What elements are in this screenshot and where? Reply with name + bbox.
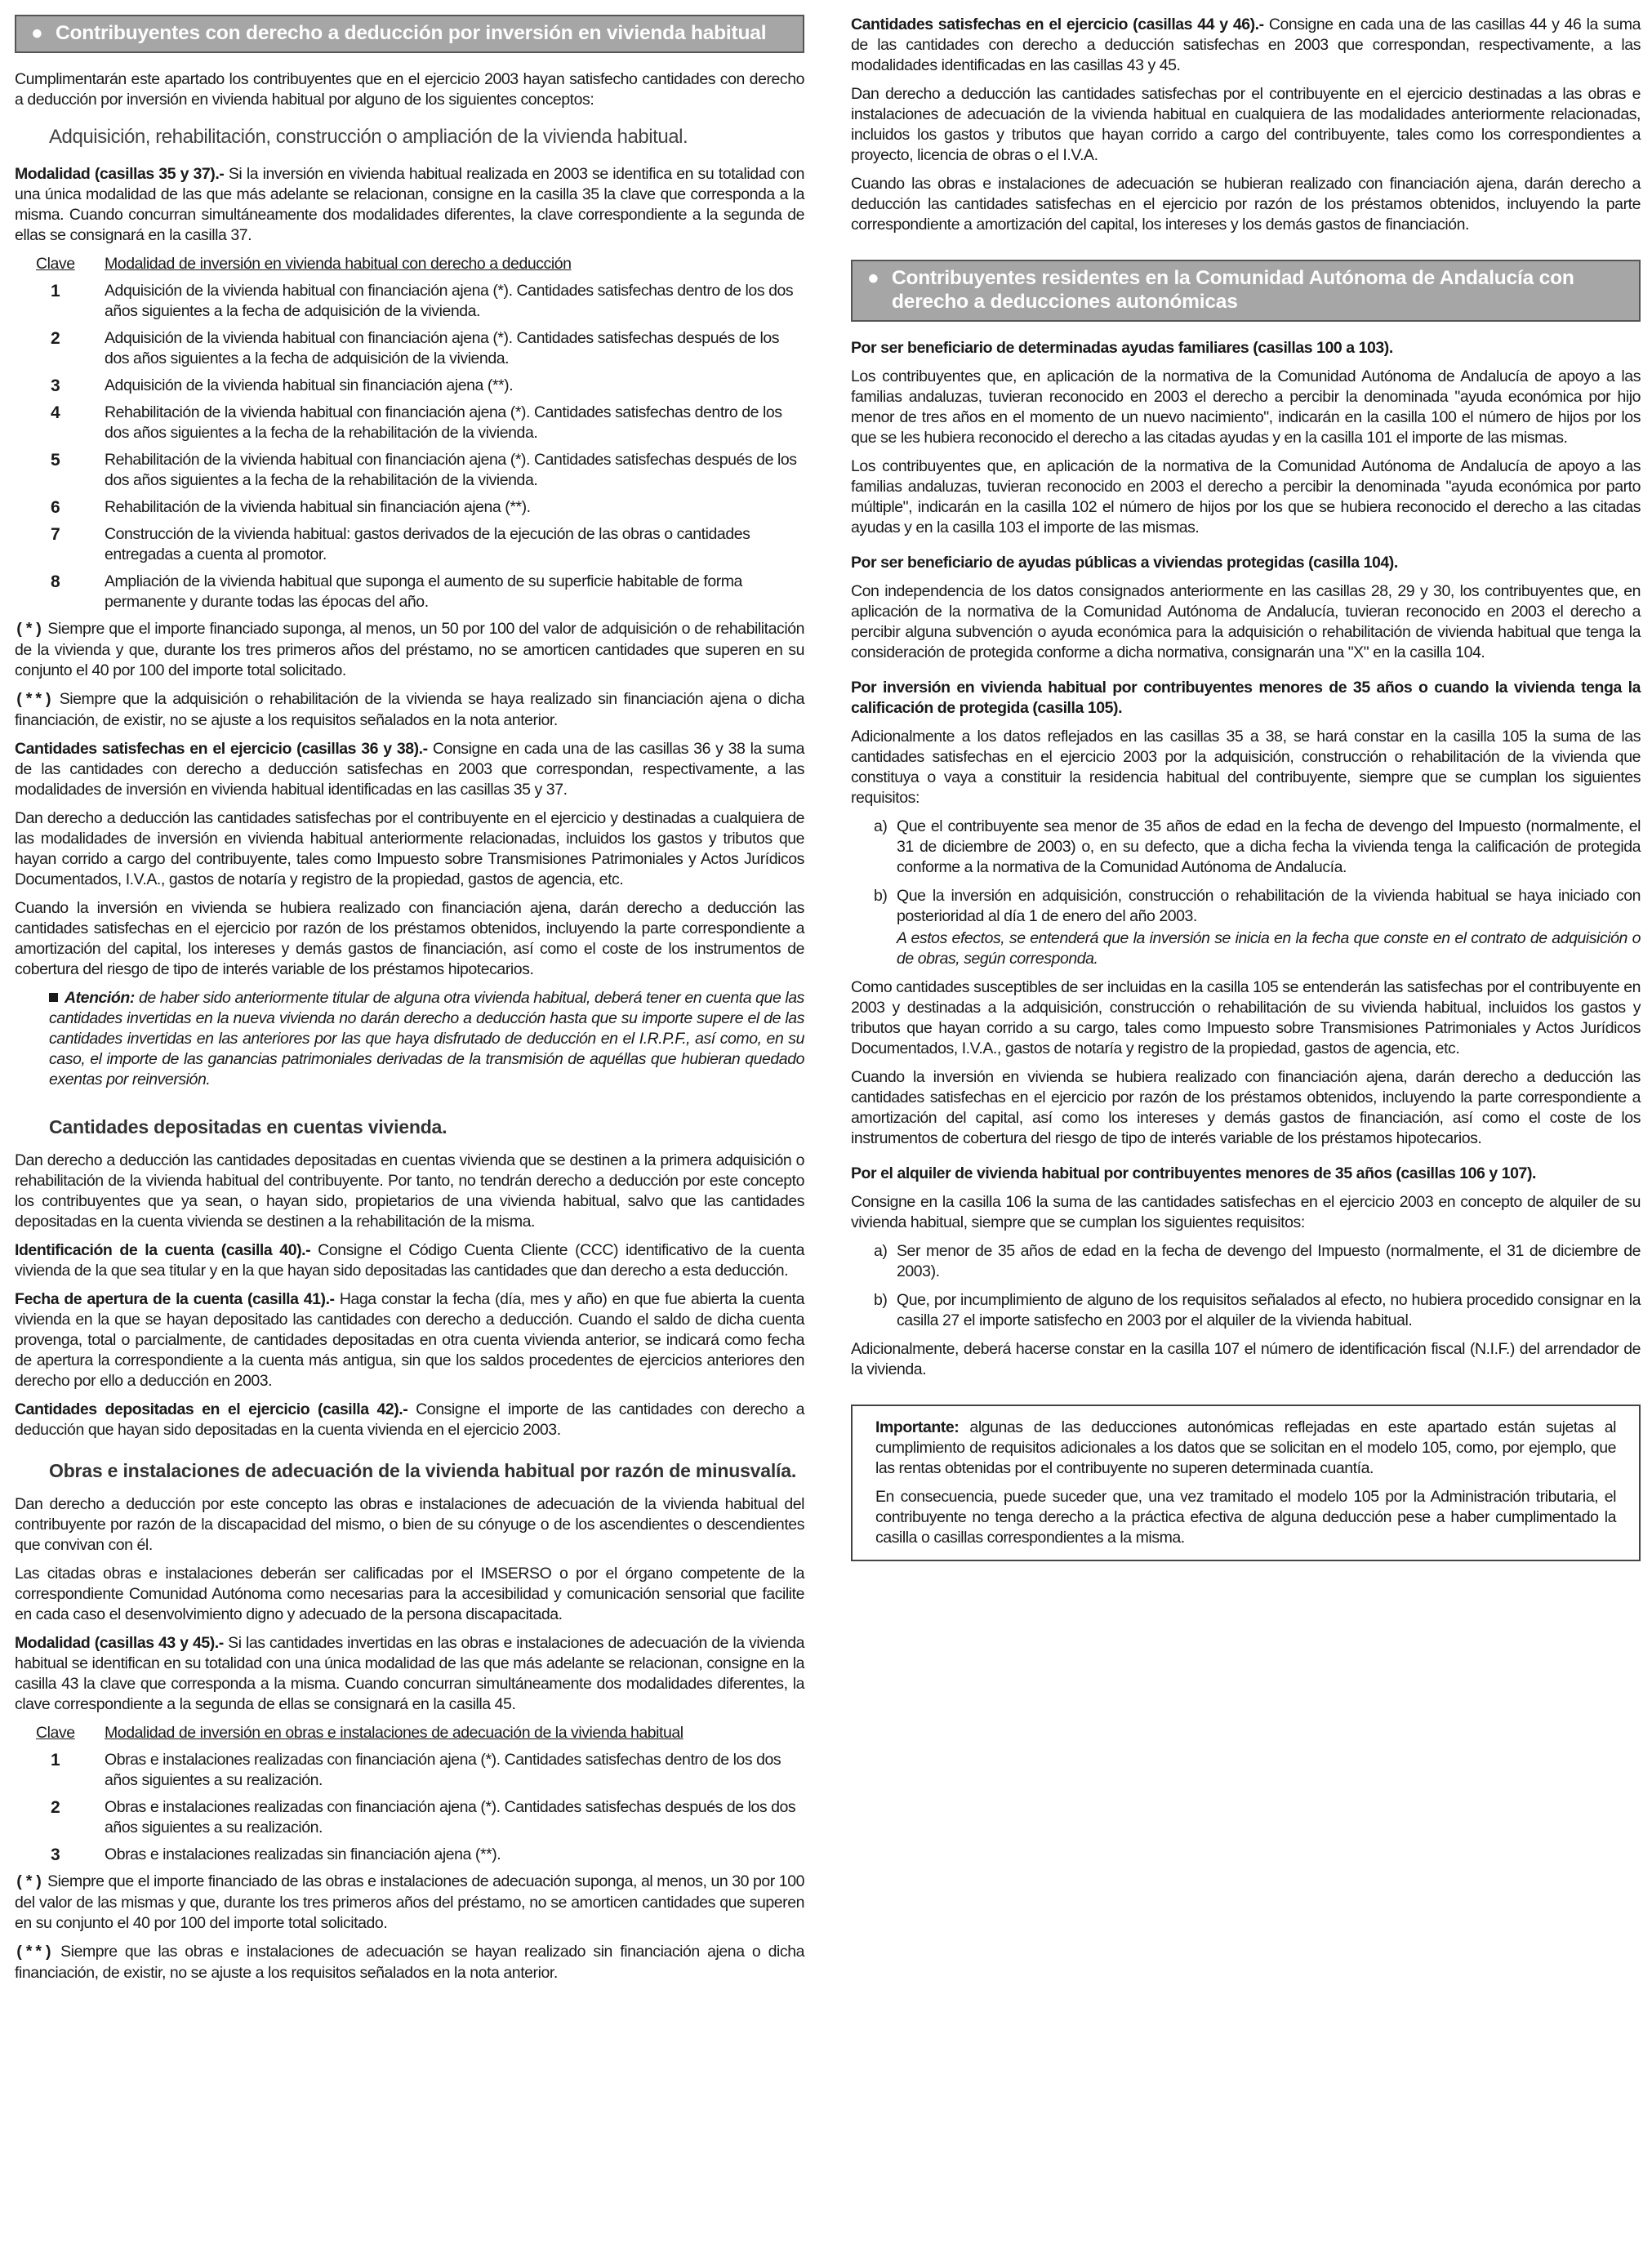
clave-number: 4 — [51, 403, 60, 422]
clave-number: 3 — [51, 1845, 60, 1864]
clave-number: 6 — [51, 498, 60, 517]
clave-table-vivienda — [15, 281, 804, 612]
cantidades-paragraph: Cantidades satisfechas en el ejercicio (casillas 36 y 38).- Consigne en cada una de las casillas 36 y 38 la suma de las cantidades con derecho a deducción satisfechas en 2003 que correspondan, respectivamente, a las modalidades de inversión en vivienda habitual identificadas en las casillas 35 y 37. — [15, 740, 804, 799]
clave-description: Obras e instalaciones realizadas sin financiación ajena (**). — [105, 1845, 501, 1863]
alquiler-paragraph: Consigne en la casilla 106 la suma de las cantidades satisfechas en el ejercicio 2003 en concepto de alquiler de su vivienda habitual, siempre que se cumplan los siguientes requisitos: — [851, 1193, 1641, 1231]
clave-description: Obras e instalaciones realizadas con financiación ajena (*). Cantidades satisfechas dentro de los dos años siguientes a su realización. — [105, 1751, 781, 1789]
modalidad-text: Si la inversión en vivienda habitual realizada en 2003 se identifica en su totalidad con una única modalidad de las que más adelante se relacionan, consigne en la casilla 35 la clave que corresponda a la misma. Cuando concurran simultáneamente dos modalidades diferentes, la clave correspondiente a la segunda de ellas se consignará en la casilla 37. — [15, 165, 804, 244]
clave-description: Adquisición de la vivienda habitual con financiación ajena (*). Cantidades satisfechas dentro de los dos años siguientes a la fecha de adquisición de la vivienda. — [105, 282, 794, 320]
section-banner-vivienda — [15, 15, 804, 53]
clave-column-header: Clave — [36, 1724, 75, 1742]
clave-row — [36, 1845, 804, 1865]
section-banner-title: Contribuyentes con derecho a deducción por inversión en vivienda habitual — [56, 22, 767, 44]
clave-number: 3 — [51, 376, 60, 395]
protegidas-paragraph: Con independencia de los datos consignados anteriormente en las casillas 28, 29 y 30, los contribuyentes que, en aplicación de la normativa de la Comunidad Autónoma de Andalucía, tuvieran reconocido en 2003 el derecho a percibir alguna subvención o ayuda económica para la adquisición o rehabilitación de vivienda habitual que tenga la consideración de protegida conforme a dicha normativa, consignarán una "X" en la casilla 104. — [851, 582, 1641, 661]
alquiler-requisito-b: b) Que, por incumplimiento de alguno de los requisitos señalados al efecto, no hubiera procedido consignar en la casilla 27 el importe satisfecho en 2003 por el alquiler de la vivienda habitual. — [874, 1291, 1641, 1329]
ayudas-paragraph-1: Los contribuyentes que, en aplicación de la normativa de la Comunidad Autónoma de Andalucía de apoyo a las familias andaluzas, tuvieran reconocido en 2003 el derecho a percibir la denominada "ayuda económica por hijo menor de tres años en el momento de un nuevo nacimiento", indicarán en la casilla 100 el número de hijos por los que se les hubiera reconocido el derecho a las citadas ayudas y en la casilla 101 el importe de las mismas. — [851, 367, 1641, 447]
square-bullet-icon — [49, 993, 58, 1002]
clave-table-obras-header — [36, 1723, 804, 1743]
financiacion-paragraph: Cuando la inversión en vivienda se hubiera realizado con financiación ajena, darán derecho a deducción las cantidades satisfechas en el ejercicio por razón de los préstamos obtenidos, incluyendo la parte correspondiente a amortización del capital, los intereses y demás gastos de financiación, así como el coste de los instrumentos de cobertura del riesgo de tipo de interés variable de los préstamos hipotecarios. — [15, 899, 804, 978]
section-banner-title: Contribuyentes residentes en la Comunidad Autónoma de Andalucía con derecho a deducciones autonómicas — [892, 267, 1574, 313]
clave-description: Adquisición de la vivienda habitual con financiación ajena (*). Cantidades satisfechas después de los dos años siguientes a la fecha de adquisición de la vivienda. — [105, 329, 780, 367]
clave-description: Rehabilitación de la vivienda habitual con financiación ajena (*). Cantidades satisfechas dentro de los dos años siguientes a la fecha de la rehabilitación de la vivienda. — [105, 403, 782, 442]
clave-row — [36, 572, 804, 612]
dan-derecho-paragraph: Dan derecho a deducción las cantidades satisfechas por el contribuyente en el ejercicio y destinadas a cualquiera de las modalidades de inversión en vivienda habitual anteriormente relacionadas, incluidos los gastos y tributos que hayan corrido a cargo del contribuyente, tales como Impuesto sobre Transmisiones Patrimoniales y Actos Jurídicos Documentados, I.V.A., gastos de notaría y registro de la propiedad, gastos de agencia, etc. — [15, 809, 804, 888]
modalidad-paragraph — [15, 164, 804, 246]
cantidades-depositadas-paragraph: Cantidades depositadas en el ejercicio (casilla 42).- Consigne el importe de las cantidades con derecho a deducción que hayan sido depositadas en la cuenta vivienda en el ejercicio 2003. — [15, 1400, 804, 1439]
section-banner-andalucia — [851, 260, 1641, 322]
heading-alquiler: Por el alquiler de vivienda habitual por contribuyentes menores de 35 años (casillas 106 y 107). — [851, 1164, 1536, 1182]
clave-number: 2 — [51, 329, 60, 348]
importante-paragraph: Importante: algunas de las deducciones autonómicas reflejadas en este apartado están sujetas al cumplimiento de requisitos adicionales a los datos que se solicitan en el modelo 105, como, por ejemplo, que las rentas obtenidas por el contribuyente no superen determinada cuantía. — [875, 1418, 1616, 1477]
heading-viviendas-protegidas: Por ser beneficiario de ayudas públicas a viviendas protegidas (casilla 104). — [851, 554, 1398, 572]
cantidades-obras-paragraph: Cantidades satisfechas en el ejercicio (casillas 44 y 46).- Consigne en cada una de las casillas 44 y 46 la suma de las cantidades con derecho a deducción satisfechas en 2003 que correspondan, respectivamente, a las modalidades identificadas en las casillas 43 y 45. — [851, 16, 1641, 74]
obras-paragraph-1: Dan derecho a deducción por este concepto las obras e instalaciones de adecuación de la vivienda habitual del contribuyente por razón de la discapacidad del mismo, o bien de su cónyuge o de los ascendientes o descendientes que convivan con él. — [15, 1495, 804, 1554]
obras-financiacion-paragraph: Cuando las obras e instalaciones de adecuación se hubieran realizado con financiación ajena, darán derecho a deducción las cantidades satisfechas en el ejercicio por razón de los préstamos obtenidos, incluyendo la parte correspondiente a amortización del capital, los intereses y los demás gastos de financiación. — [851, 175, 1641, 234]
clave-number: 1 — [51, 282, 60, 301]
clave-description: Construcción de la vivienda habitual: gastos derivados de la ejecución de las obras o cantidades entregadas a cuenta al promotor. — [105, 525, 750, 563]
clave-table-header — [36, 254, 804, 274]
requisito-a: a) Que el contribuyente sea menor de 35 años de edad en la fecha de devengo del Impuesto (normalmente, el 31 de diciembre de 2003) o, en su defecto, que a dicha fecha la vivienda tenga la calificación de protegida conforme a la normativa de la Comunidad Autónoma de Andalucía. — [874, 817, 1641, 876]
clave-number: 7 — [51, 525, 60, 544]
bullet-icon: ● — [867, 267, 879, 289]
arrendador-paragraph: Adicionalmente, deberá hacerse constar en la casilla 107 el número de identificación fiscal (N.I.F.) del arrendador de la vivienda. — [851, 1340, 1641, 1378]
casilla-105-paragraph: Como cantidades susceptibles de ser incluidas en la casilla 105 se entenderán las satisfechas por el contribuyente en 2003 y destinadas a la adquisición, construcción o rehabilitación de su vivienda habitual, incluidos los gastos y tributos que hayan corrido a su cargo, tales como Impuesto sobre Transmisiones Patrimoniales y Actos Jurídicos Documentados, I.V.A., gastos de notaría y registro de la propiedad, gastos de agencia, etc. — [851, 978, 1641, 1057]
requisito-b: b) Que la inversión en adquisición, construcción o rehabilitación de la vivienda habitual se haya iniciado con posterioridad al día 1 de enero del año 2003. A estos efectos, se entenderá que la inversión se inicia en la fecha que conste en el contrato de adquisición o de obras, según corresponda. — [874, 887, 1641, 968]
footnote-double-asterisk: (**) Siempre que la adquisición o rehabilitación de la vivienda se haya realizado sin financiación ajena o dicha financiación, de existir, no se ajuste a los requisitos señalados en la nota anterior. — [15, 690, 804, 729]
clave-description: Obras e instalaciones realizadas con financiación ajena (*). Cantidades satisfechas después de los dos años siguientes a su realización. — [105, 1798, 796, 1836]
clave-row — [36, 524, 804, 565]
clave-description: Rehabilitación de la vivienda habitual sin financiación ajena (**). — [105, 498, 531, 516]
subheading-obras-minusvalia: Obras e instalaciones de adecuación de la vivienda habitual por razón de minusvalía. — [49, 1460, 797, 1481]
importante-box — [851, 1405, 1641, 1561]
clave-row — [36, 281, 804, 322]
clave-row — [36, 376, 804, 396]
clave-row — [36, 450, 804, 491]
requisito-b-note: A estos efectos, se entenderá que la inversión se inicia en la fecha que conste en el contrato de adquisición o de obras, según corresponda. — [897, 929, 1641, 968]
modalidad-obras-paragraph: Modalidad (casillas 43 y 45).- Si las cantidades invertidas en las obras e instalaciones de adecuación de la vivienda habitual se identifican en su totalidad con una única modalidad de las que más adelante se relacionan, consigne en la casilla 43 la clave que corresponda a la misma. Cuando concurran simultáneamente dos modalidades diferentes, la clave correspondiente a la segunda de ellas se consignará en la casilla 45. — [15, 1634, 804, 1713]
fecha-apertura-paragraph: Fecha de apertura de la cuenta (casilla 41).- Haga constar la fecha (día, mes y año) en que fue abierta la cuenta vivienda en la que se hayan depositado las cantidades con derecho a deducción. Cuando el saldo de dicha cuenta provenga, total o parcialmente, de cantidades depositadas en otra cuenta vivienda anterior, se indicará como fecha de apertura la correspondiente a la cuenta más antigua, sin que los saldos procedentes de ejercicios anteriores den derecho por ello a deducción en 2003. — [15, 1290, 804, 1390]
clave-description: Adquisición de la vivienda habitual sin financiación ajena (**). — [105, 376, 514, 394]
consecuencia-paragraph: En consecuencia, puede suceder que, una vez tramitado el modelo 105 por la Administración tributaria, el contribuyente no tenga derecho a la práctica efectiva de alguna deducción pese a haber cumplimentado la casilla o casillas correspondientes a la misma. — [875, 1488, 1616, 1547]
clave-number: 2 — [51, 1798, 60, 1817]
subheading-cuentas-vivienda: Cantidades depositadas en cuentas vivienda. — [49, 1116, 448, 1137]
clave-description: Rehabilitación de la vivienda habitual con financiación ajena (*). Cantidades satisfechas después de los dos años siguientes a la fecha de la rehabilitación de la vivienda. — [105, 451, 797, 489]
clave-row — [36, 403, 804, 443]
clave-row — [36, 1750, 804, 1791]
clave-table-obras — [15, 1750, 804, 1865]
clave-number: 1 — [51, 1751, 60, 1770]
clave-description: Ampliación de la vivienda habitual que suponga el aumento de su superficie habitable de forma permanente y durante todas las épocas del año. — [105, 572, 742, 611]
clave-row — [36, 1797, 804, 1838]
right-column — [851, 15, 1641, 1561]
bullet-icon: ● — [31, 22, 43, 44]
clave-number: 5 — [51, 451, 60, 470]
subheading-adquisicion: Adquisición, rehabilitación, construcción o ampliación de la vivienda habitual. — [49, 126, 688, 148]
intro-paragraph: Cumplimentarán este apartado los contribuyentes que en el ejercicio 2003 hayan satisfecho cantidades con derecho a deducción por inversión en vivienda habitual por alguno de los siguientes conceptos: — [15, 70, 804, 109]
obras-paragraph-2: Las citadas obras e instalaciones deberán ser calificadas por el IMSERSO o por el órgano competente de la correspondiente Comunidad Autónoma como necesarias para la accesibilidad y comunicación sensorial que facilite en cada caso el desenvolvimiento digno y adecuado de la persona discapacitada. — [15, 1565, 804, 1623]
footnote-obras-single-asterisk: (*) Siempre que el importe financiado de las obras e instalaciones de adecuación suponga, al menos, un 30 por 100 del valor de las mismas y que, durante los tres primeros años del préstamo, no se amorticen cantidades que superen en su conjunto el 40 por 100 del importe total solicitado. — [15, 1872, 804, 1932]
heading-ayudas-familiares: Por ser beneficiario de determinadas ayudas familiares (casillas 100 a 103). — [851, 339, 1393, 357]
alquiler-requisito-a: a) Ser menor de 35 años de edad en la fecha de devengo del Impuesto (normalmente, el 31 de diciembre de 2003). — [874, 1242, 1641, 1280]
financiacion-105-paragraph: Cuando la inversión en vivienda se hubiera realizado con financiación ajena, darán derecho a deducción las cantidades satisfechas en el ejercicio por razón de los préstamos obtenidos, incluyendo la parte correspondiente a amortización del capital, así como los intereses y demás gastos de financiación, así como el coste de los instrumentos de cobertura del riesgo de tipo de interés variable de los préstamos hipotecarios. — [851, 1068, 1641, 1147]
clave-row — [36, 497, 804, 518]
menores-paragraph: Adicionalmente a los datos reflejados en las casillas 35 a 38, se hará constar en la casilla 105 la suma de las cantidades satisfechas en el ejercicio 2003 por la adquisición, construcción o rehabilitación de la vivienda que constituya o vaya a constituir la residencia habitual del contribuyente, siempre que se cumplan los siguientes requisitos: — [851, 728, 1641, 807]
clave-row — [36, 328, 804, 369]
footnote-obras-double-asterisk: (**) Siempre que las obras e instalaciones de adecuación se hayan realizado sin financiación ajena o dicha financiación, de existir, no se ajuste a los requisitos señalados en la nota anterior. — [15, 1943, 804, 1982]
modalidad-lead: Modalidad (casillas 35 y 37).- — [15, 165, 225, 183]
left-column — [15, 15, 804, 1992]
heading-menores-35: Por inversión en vivienda habitual por contribuyentes menores de 35 años o cuando la vivienda tenga la calificación de protegida (casilla 105). — [851, 679, 1641, 717]
clave-column-header: Clave — [36, 255, 75, 273]
cuentas-paragraph: Dan derecho a deducción las cantidades depositadas en cuentas vivienda que se destinen a la primera adquisición o rehabilitación de la vivienda habitual del contribuyente. Por tanto, no tendrán derecho a deducción por este concepto los contribuyentes que ya sean, o hayan sido, propietarios de una vivienda habitual, salvo que las cantidades depositadas en la cuenta vivienda se destinen a la rehabilitación de la misma. — [15, 1151, 804, 1231]
clave-number: 8 — [51, 572, 60, 591]
modalidad-obras-column-header: Modalidad de inversión en obras e instalaciones de adecuación de la vivienda habitual — [105, 1724, 684, 1742]
atencion-note: Atención: de haber sido anteriormente titular de alguna otra vivienda habitual, deberá tener en cuenta que las cantidades invertidas en la nueva vivienda no darán derecho a deducción hasta que su importe supere el de las cantidades invertidas en las anteriores por las que haya disfrutado de deducción en el I.R.P.F., así como, en su caso, el importe de las ganancias patrimoniales derivadas de la transmisión de aquéllas que hubieran quedado exentas por reinversión. — [49, 989, 804, 1088]
ayudas-paragraph-2: Los contribuyentes que, en aplicación de la normativa de la Comunidad Autónoma de Andalucía de apoyo a las familias andaluzas, tuvieran reconocido en 2003 el derecho a percibir la denominada "ayuda económica por parto múltiple", indicarán en la casilla 102 el número de hijos por los que se hubiera reconocido el derecho a las citadas ayudas y en la casilla 103 el importe de las mismas. — [851, 457, 1641, 536]
modalidad-column-header: Modalidad de inversión en vivienda habitual con derecho a deducción — [105, 255, 572, 273]
identificacion-paragraph: Identificación de la cuenta (casilla 40).- Consigne el Código Cuenta Cliente (CCC) identificativo de la cuenta vivienda de la que sea titular y en la que hayan sido depositadas las cantidades que dan derecho a esta deducción. — [15, 1241, 804, 1280]
obras-gastos-paragraph: Dan derecho a deducción las cantidades satisfechas por el contribuyente en el ejercicio destinadas a las obras e instalaciones de adecuación de la vivienda habitual en cualquiera de las modalidades anteriormente relacionadas, incluidos los gastos y tributos que hayan corrido a cargo del contribuyente, tales como los correspondientes a proyecto, licencia de obras o el I.V.A. — [851, 85, 1641, 164]
footnote-single-asterisk: (*) Siempre que el importe financiado suponga, al menos, un 50 por 100 del valor de adquisición o de rehabilitación de la vivienda y que, durante los tres primeros años del préstamo, no se amorticen cantidades que superen en su conjunto el 40 por 100 del importe total solicitado. — [15, 620, 804, 679]
